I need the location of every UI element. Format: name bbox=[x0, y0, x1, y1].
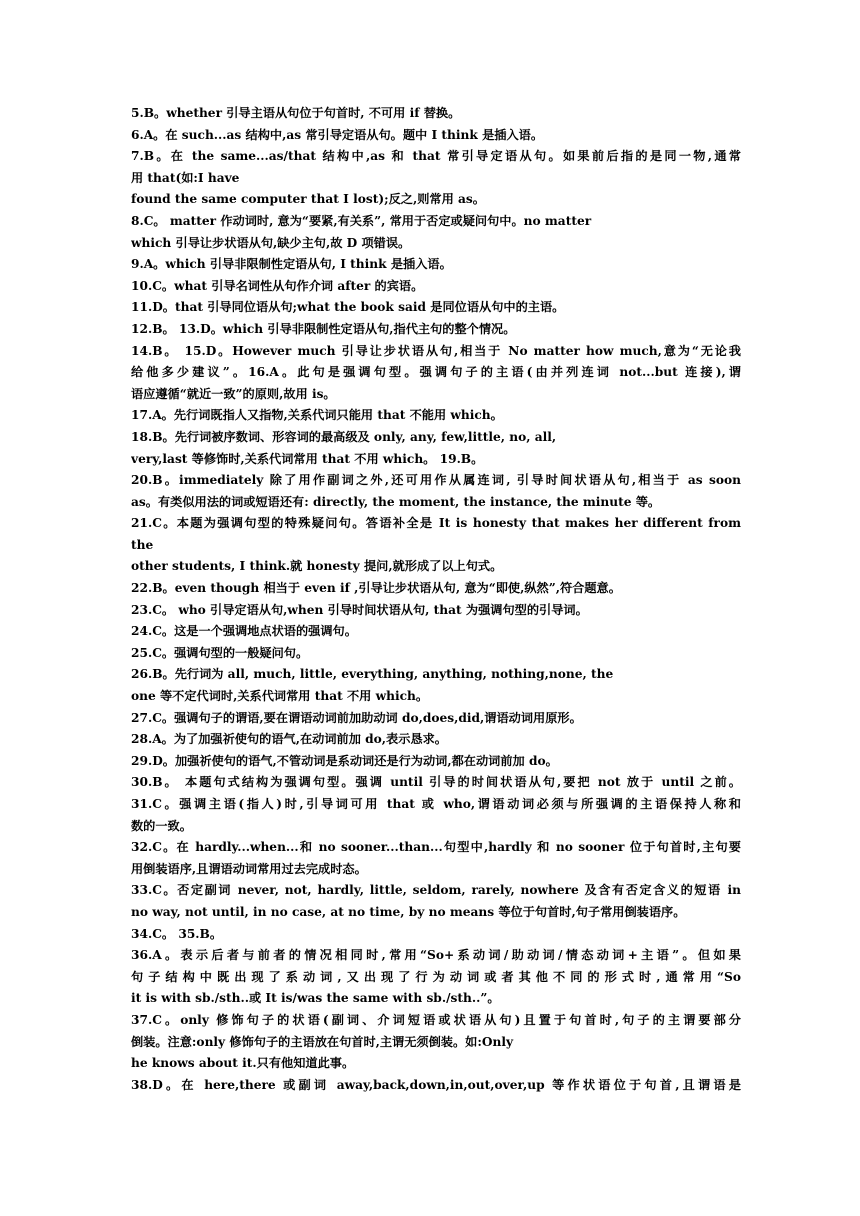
text-line: 用倒装语序,且谓语动词常用过去完成时态。 bbox=[131, 861, 367, 876]
text-line: 20.B。immediately 除了用作副词之外,还可用作从属连词, 引导时间状语从句,相当于 as soon bbox=[131, 473, 741, 488]
text-line: 数的一致。 bbox=[131, 818, 192, 833]
text-line: 27.C。强调句子的谓语,要在谓语动词前加助动词 do,does,did,谓语动词用原形。 bbox=[131, 710, 582, 725]
text-line: 7.B。在 the same...as/that 结构中,as 和 that 常引导定语从句。如果前后指的是同一物,通常 bbox=[131, 149, 741, 164]
text-line: 22.B。even though 相当于 even if ,引导让步状语从句, 意为“即使,纵然”,符合题意。 bbox=[131, 581, 621, 596]
text-line: 14.B。 15.D。However much 引导让步状语从句,相当于 No matter how much,意为“无论我 bbox=[131, 343, 741, 358]
text-line: 10.C。what 引导名词性从句作介词 after 的宾语。 bbox=[131, 278, 424, 293]
text-line: 29.D。加强祈使句的语气,不管动词是系动词还是行为动词,都在动词前加 do。 bbox=[131, 753, 558, 768]
text-line: 给他多少建议”。16.A。此句是强调句型。强调句子的主语(由并列连词 not...but 连接),谓 bbox=[131, 365, 741, 380]
text-line: 34.C。 35.B。 bbox=[131, 926, 223, 941]
text-line: 37.C。only 修饰句子的状语(副词、介词短语或状语从句)且置于句首时,句子的主谓要部分 bbox=[131, 1012, 741, 1027]
text-line: it is with sb./sth..或 It is/was the same with sb./sth..”。 bbox=[131, 991, 500, 1006]
text-line: 36.A。表示后者与前者的情况相同时,常用“So+系动词/助动词/情态动词+主语”。但如果 bbox=[131, 948, 741, 963]
text-line: 12.B。 13.D。which 引导非限制性定语从句,指代主句的整个情况。 bbox=[131, 321, 516, 336]
text-line: 句子结构中既出现了系动词,又出现了行为动词或者其他不同的形式时,通常用“So bbox=[131, 969, 741, 984]
text-line: which 引导让步状语从句,缺少主句,故 D 项错误。 bbox=[131, 235, 411, 250]
text-line: 倒装。注意:only 修饰句子的主语放在句首时,主谓无须倒装。如:Only bbox=[131, 1034, 514, 1049]
text-line: no way, not until, in no case, at no time, by no means 等位于句首时,句子常用倒装语序。 bbox=[131, 904, 686, 919]
text-line: 25.C。强调句型的一般疑问句。 bbox=[131, 645, 309, 660]
text-line: one 等不定代词时,关系代词常用 that 不用 which。 bbox=[131, 689, 429, 704]
text-line: 33.C。否定副词 never, not, hardly, little, seldom, rarely, nowhere 及含有否定含义的短语 in bbox=[131, 883, 741, 898]
text-line: 26.B。先行词为 all, much, little, everything, anything, nothing,none, the bbox=[131, 667, 614, 682]
text-line: very,last 等修饰时,关系代词常用 that 不用 which。 19.B。 bbox=[131, 451, 484, 466]
text-line: 28.A。为了加强祈使句的语气,在动词前加 do,表示恳求。 bbox=[131, 732, 447, 747]
text-line: 11.D。that 引导同位语从句;what the book said 是同位语从句中的主语。 bbox=[131, 300, 565, 315]
text-line: the bbox=[131, 537, 154, 552]
text-line: 21.C。本题为强调句型的特殊疑问句。答语补全是 It is honesty that makes her different from bbox=[131, 516, 741, 531]
text-line: he knows about it.只有他知道此事。 bbox=[131, 1056, 355, 1071]
text-line: 17.A。先行词既指人又指物,关系代词只能用 that 不能用 which。 bbox=[131, 408, 503, 423]
answer-explanations bbox=[131, 103, 741, 1096]
text-line: 30.B。 本题句式结构为强调句型。强调 until 引导的时间状语从句,要把 not 放于 until 之前。 bbox=[131, 775, 741, 790]
text-line: 9.A。which 引导非限制性定语从句, I think 是插入语。 bbox=[131, 257, 452, 272]
text-line: 38.D。在 here,there 或副词 away,back,down,in,out,over,up 等作状语位于句首,且谓语是 bbox=[131, 1077, 741, 1092]
text-line: 8.C。 matter 作动词时, 意为“要紧,有关系”, 常用于否定或疑问句中。no matter bbox=[131, 213, 592, 228]
text-line: 18.B。先行词被序数词、形容词的最高级及 only, any, few,little, no, all, bbox=[131, 429, 557, 444]
text-line: 5.B。whether 引导主语从句位于句首时, 不可用 if 替换。 bbox=[131, 106, 461, 120]
text-line: 32.C。在 hardly...when...和 no sooner...than...句型中,hardly 和 no sooner 位于句首时,主句要 bbox=[131, 840, 741, 855]
text-line: 6.A。在 such...as 结构中,as 常引导定语从句。题中 I think 是插入语。 bbox=[131, 127, 544, 142]
text-line: as。有类似用法的词或短语还有: directly, the moment, the instance, the minute 等。 bbox=[131, 494, 661, 509]
text-line: other students, I think.就 honesty 提问,就形成了以上句式。 bbox=[131, 559, 503, 574]
text-line: 24.C。这是一个强调地点状语的强调句。 bbox=[131, 624, 357, 639]
text-line: 语应遵循“就近一致”的原则,故用 is。 bbox=[131, 386, 336, 401]
text-line: 31.C。强调主语(指人)时,引导词可用 that 或 who,谓语动词必须与所强调的主语保持人称和 bbox=[131, 797, 741, 811]
text-line: 23.C。 who 引导定语从句,when 引导时间状语从句, that 为强调句型的引导词。 bbox=[131, 602, 588, 617]
text-line: found the same computer that I lost);反之,则常用 as。 bbox=[131, 192, 485, 207]
text-line: 用 that(如:I have bbox=[131, 170, 240, 185]
